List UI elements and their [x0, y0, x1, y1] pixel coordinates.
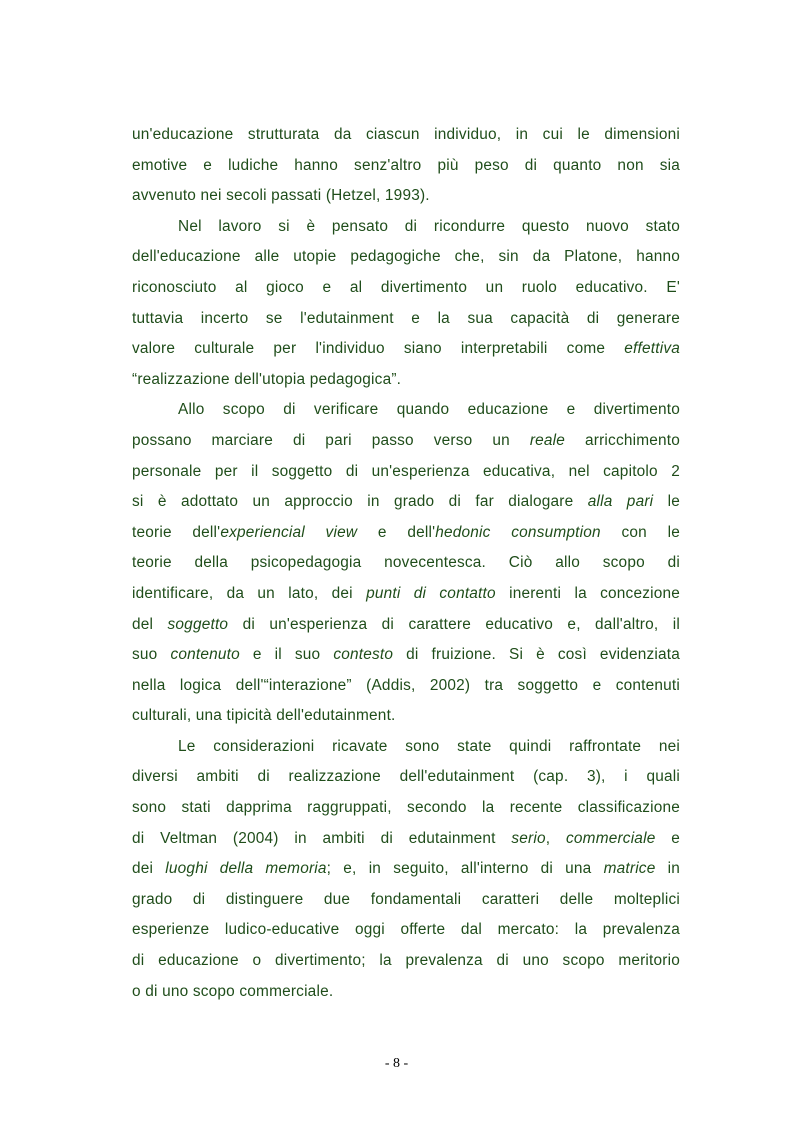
- text-segment: riconosciuto al gioco e al divertimento un ruolo educativo. E': [132, 278, 680, 296]
- text-segment: grado di distinguere due fondamentali caratteri delle molteplici: [132, 890, 680, 908]
- italic-text: contenuto: [170, 646, 240, 664]
- text-segment: dell'educazione alle utopie pedagogiche che, sin da Platone, hanno: [132, 248, 680, 266]
- text-segment: di fruizione. Si è così evidenziata: [393, 646, 680, 664]
- italic-text: effettiva: [624, 340, 680, 358]
- text-line: [132, 457, 680, 488]
- italic-text: contesto: [333, 646, 394, 664]
- text-segment: valore culturale per l'individuo siano interpretabili come: [132, 340, 625, 358]
- text-line: [132, 824, 680, 855]
- text-segment: nella logica dell'“interazione” (Addis, 2002) tra soggetto e contenuti: [132, 676, 680, 694]
- text-line: [132, 518, 680, 549]
- italic-text: serio: [511, 829, 546, 847]
- italic-text: punti di contatto: [366, 584, 496, 602]
- italic-text: matrice: [603, 860, 656, 878]
- text-line: [132, 854, 680, 885]
- text-segment: e dell': [357, 523, 436, 541]
- text-line: [132, 242, 680, 273]
- text-line: [132, 579, 680, 610]
- text-segment: inerenti la concezione: [495, 584, 680, 602]
- italic-text: alla pari: [587, 493, 654, 511]
- text-line: [132, 732, 680, 763]
- text-segment: e il suo: [239, 646, 334, 664]
- text-line: [132, 946, 680, 977]
- text-segment: con le: [600, 523, 680, 541]
- text-segment: sono stati dapprima raggruppati, secondo la recente classificazione: [132, 799, 680, 817]
- text-segment: del: [132, 615, 168, 633]
- text-segment: diversi ambiti di realizzazione dell'edutainment (cap. 3), i quali: [132, 768, 680, 786]
- text-segment: identificare, da un lato, dei: [132, 584, 367, 602]
- text-segment: esperienze ludico-educative oggi offerte dal mercato: la prevalenza: [132, 921, 680, 939]
- text-segment: di Veltman (2004) in ambiti di edutainment: [132, 829, 512, 847]
- body-text: [132, 120, 680, 1007]
- text-segment: Le considerazioni ricavate sono state quindi raffrontate nei: [178, 737, 680, 755]
- text-line: [132, 426, 680, 457]
- text-segment: arricchimento: [565, 431, 680, 449]
- text-segment: avvenuto nei secoli passati (Hetzel, 1993).: [132, 187, 430, 205]
- text-segment: di educazione o divertimento; la prevalenza di uno scopo meritorio: [132, 952, 680, 970]
- text-line: [132, 640, 680, 671]
- text-line: [132, 548, 680, 579]
- italic-text: experiencial view: [220, 523, 358, 541]
- text-line: [132, 915, 680, 946]
- text-segment: in: [655, 860, 681, 878]
- text-segment: personale per il soggetto di un'esperienza educativa, nel capitolo 2: [132, 462, 680, 480]
- text-segment: le: [653, 493, 680, 511]
- text-line: [132, 304, 680, 335]
- italic-text: commerciale: [566, 829, 656, 847]
- text-segment: possano marciare di pari passo verso un: [132, 431, 530, 449]
- text-line: [132, 151, 680, 182]
- text-segment: dei: [132, 860, 166, 878]
- text-segment: o di uno scopo commerciale.: [132, 982, 334, 1000]
- text-line: [132, 273, 680, 304]
- text-line: [132, 120, 680, 151]
- text-segment: culturali, una tipicità dell'edutainment.: [132, 707, 396, 725]
- text-segment: di un'esperienza di carattere educativo e, dall'altro, il: [228, 615, 680, 633]
- text-line: [132, 793, 680, 824]
- text-segment: suo: [132, 646, 171, 664]
- text-line: [132, 885, 680, 916]
- text-line: [132, 365, 680, 396]
- italic-text: reale: [529, 431, 566, 449]
- text-segment: Allo scopo di verificare quando educazione e divertimento: [178, 401, 680, 419]
- text-line: [132, 977, 680, 1008]
- page-number: - 8 -: [384, 1056, 409, 1071]
- text-line: [132, 671, 680, 702]
- text-segment: un'educazione strutturata da ciascun individuo, in cui le dimensioni: [132, 126, 680, 143]
- text-segment: teorie dell': [132, 523, 221, 541]
- text-segment: ; e, in seguito, all'interno di una: [326, 860, 604, 878]
- text-segment: ,: [545, 829, 567, 847]
- text-line: [132, 762, 680, 793]
- text-segment: teorie della psicopedagogia novecentesca. Ciò allo scopo di: [132, 554, 680, 572]
- italic-text: soggetto: [167, 615, 229, 633]
- italic-text: luoghi della memoria: [165, 860, 327, 878]
- text-line: [132, 181, 680, 212]
- text-line: [132, 610, 680, 641]
- text-line: [132, 212, 680, 243]
- text-segment: si è adottato un approccio in grado di far dialogare: [132, 493, 588, 511]
- italic-text: hedonic consumption: [435, 523, 601, 541]
- text-line: [132, 701, 680, 732]
- text-line: [132, 334, 680, 365]
- text-line: [132, 487, 680, 518]
- text-segment: emotive e ludiche hanno senz'altro più peso di quanto non sia: [132, 156, 680, 174]
- text-segment: e: [655, 829, 680, 847]
- text-segment: “realizzazione dell'utopia pedagogica”.: [132, 370, 402, 388]
- text-segment: tuttavia incerto se l'edutainment e la sua capacità di generare: [132, 309, 680, 327]
- text-line: [132, 395, 680, 426]
- text-segment: Nel lavoro si è pensato di ricondurre questo nuovo stato: [178, 217, 680, 235]
